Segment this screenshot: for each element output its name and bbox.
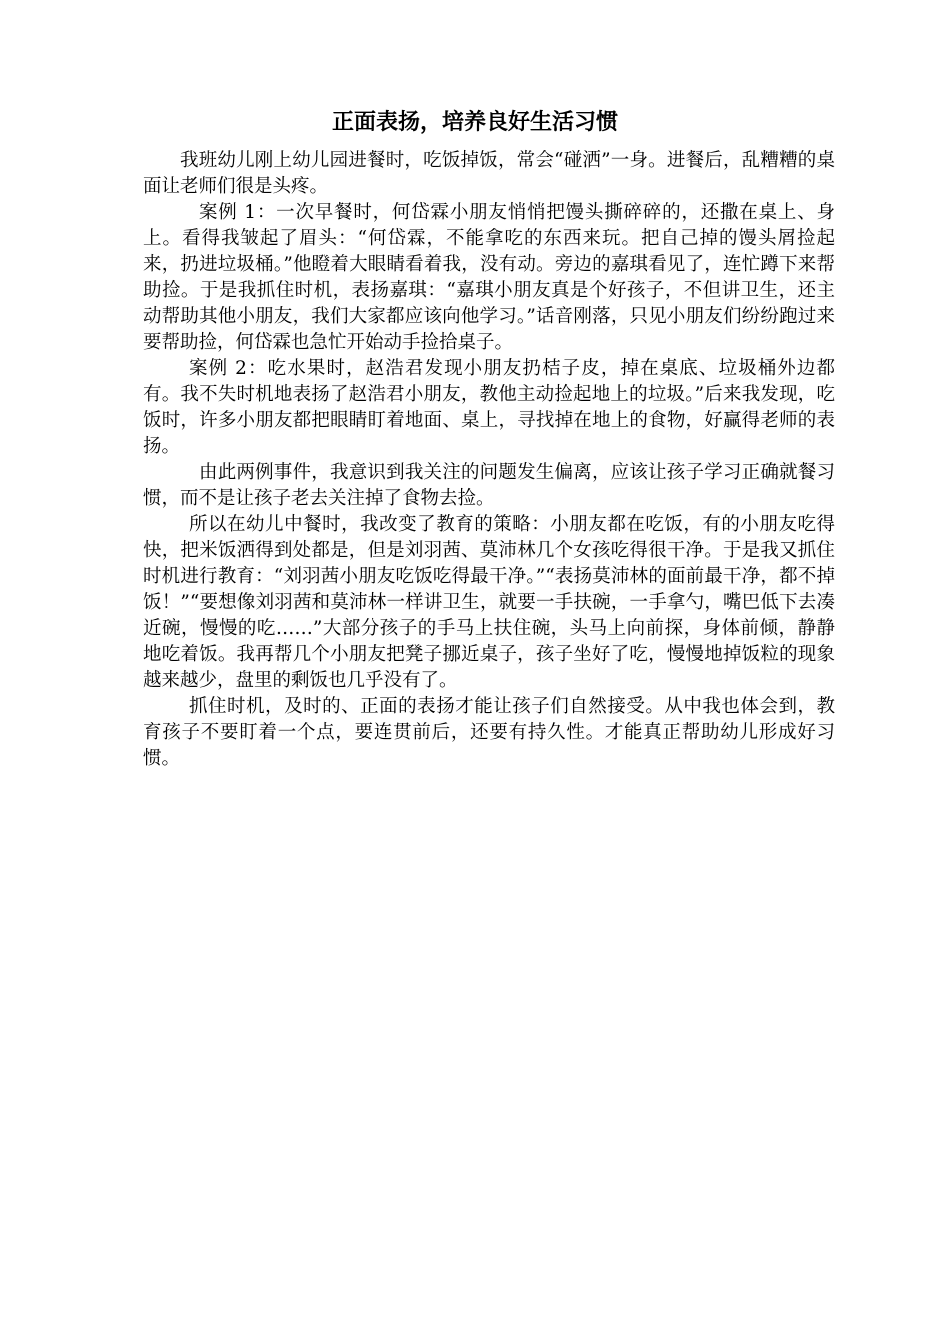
paragraph-conclusion: 抓住时机，及时的、正面的表扬才能让孩子们自然接受。从中我也体会到，教育孩子不要盯着一个点，要连贯前后，还要有持久性。才能真正帮助幼儿形成好习惯。 <box>143 696 835 769</box>
paragraph-reflection: 由此两例事件，我意识到我关注的问题发生偏离，应该让孩子学习正确就餐习惯，而不是让孩子老去关注掉了食物去捡。 <box>143 462 835 509</box>
paragraph-intro: 我班幼儿刚上幼儿园进餐时，吃饭掉饭，常会“碰洒”一身。进餐后，乱糟糟的桌面让老师们很是头疼。 <box>143 150 835 197</box>
paragraph-strategy: 所以在幼儿中餐时，我改变了教育的策略：小朋友都在吃饭，有的小朋友吃得快，把米饭洒得到处都是，但是刘羽茜、莫沛林几个女孩吃得很干净。于是我又抓住时机进行教育：“刘羽茜小朋友吃饭吃得最干净。”“表扬莫沛林的面前最干净，都不掉饭！”“要想像刘羽茜和莫沛林一样讲卫生，就要一手扶碗，一手拿勺，嘴巴低下去凑近碗，慢慢的吃……”大部分孩子的手马上扶住碗，头马上向前探，身体前倾，静静地吃着饭。我再帮几个小朋友把凳子挪近桌子，孩子坐好了吃，慢慢地掉饭粒的现象越来越少，盘里的剩饭也几乎没有了。 <box>143 514 835 691</box>
document-body <box>143 148 835 772</box>
paragraph-case-2: 案例 2：吃水果时，赵浩君发现小朋友扔桔子皮，掉在桌底、垃圾桶外边都有。我不失时机地表扬了赵浩君小朋友，教他主动捡起地上的垃圾。”后来我发现，吃饭时，许多小朋友都把眼睛盯着地面、桌上，寻找掉在地上的食物，好赢得老师的表扬。 <box>143 358 835 457</box>
paragraph-case-1: 案例 1：一次早餐时，何岱霖小朋友悄悄把馒头撕碎碎的，还撒在桌上、身上。看得我皱起了眉头：“何岱霖，不能拿吃的东西来玩。把自己掉的馒头屑捡起来，扔进垃圾桶。”他瞪着大眼睛看着我，没有动。旁边的嘉琪看见了，连忙蹲下来帮助捡。于是我抓住时机，表扬嘉琪：“嘉琪小朋友真是个好孩子，不但讲卫生，还主动帮助其他小朋友，我们大家都应该向他学习。”话音刚落，只见小朋友们纷纷跑过来要帮助捡，何岱霖也急忙开始动手捡拾桌子。 <box>143 202 835 353</box>
document-title: 正面表扬，培养良好生活习惯 <box>331 110 618 135</box>
